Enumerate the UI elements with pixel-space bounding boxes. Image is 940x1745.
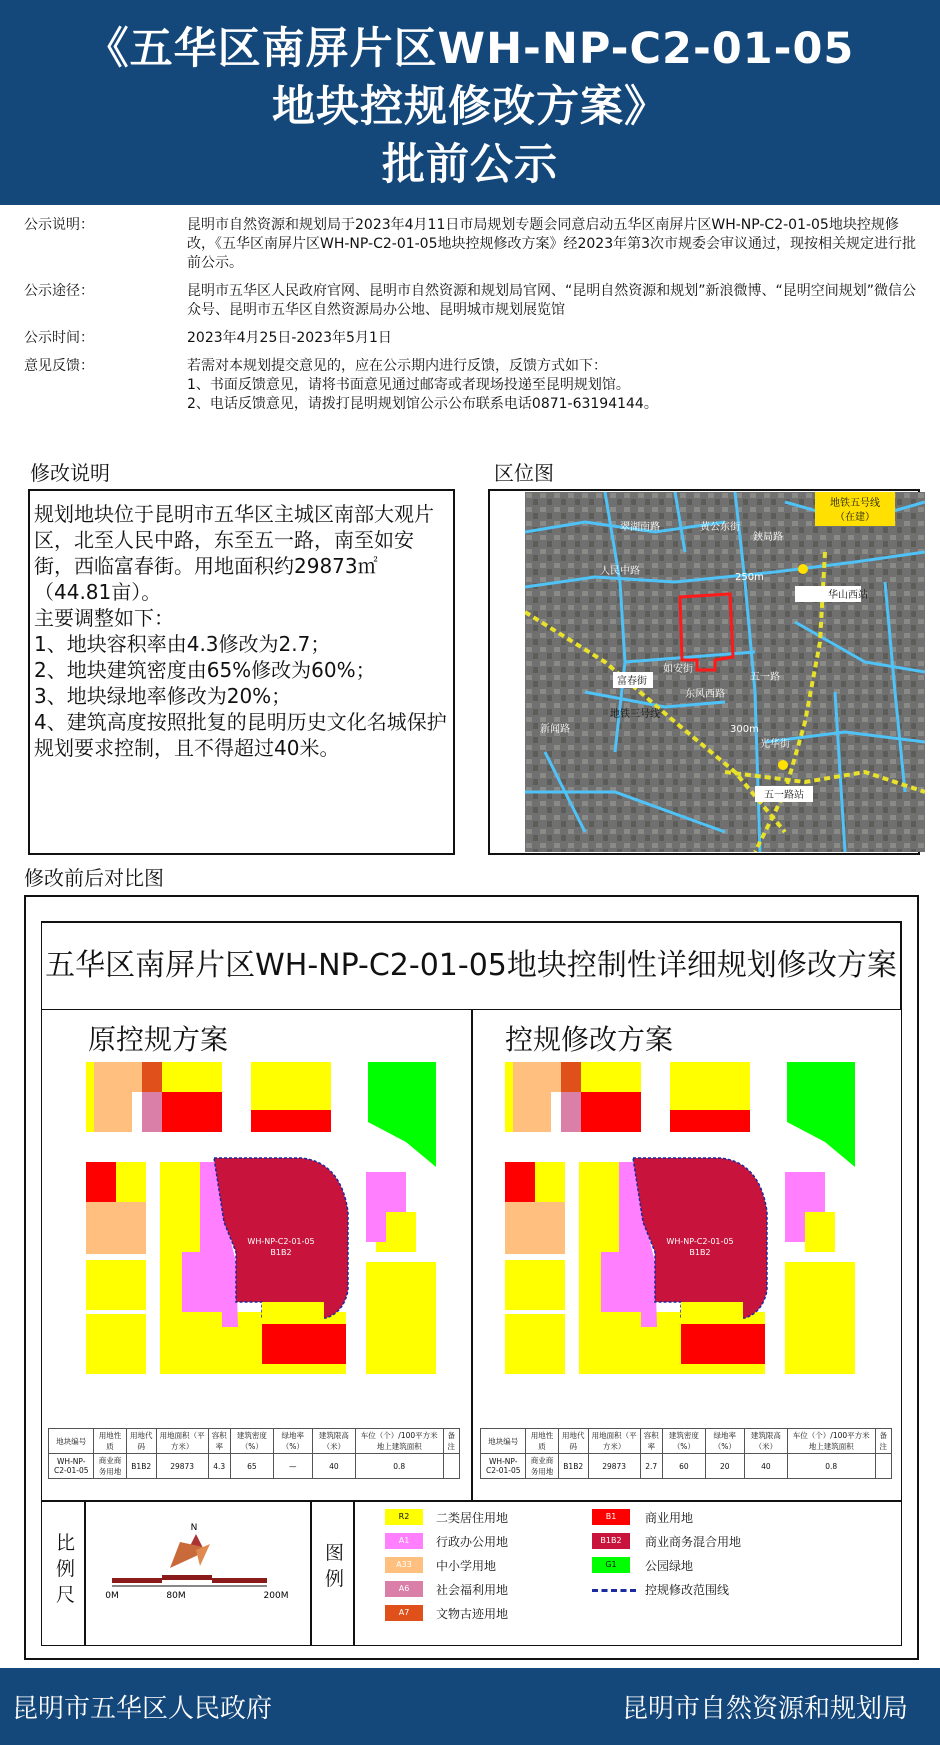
legend-swatch-b1b2: B1B2 [592,1533,630,1549]
loc-metro5: 地铁五号线 [830,498,880,509]
table-header: 用地代码 [126,1429,156,1454]
location-map-svg [525,492,925,852]
notice-info [24,216,924,423]
panel-divider [471,1010,473,1500]
scale-divider [84,1500,86,1646]
table-header: 地块编号 [49,1429,94,1454]
table-cell: 2.7 [640,1454,662,1479]
modification-subtitle: 主要调整如下： [34,606,174,630]
table-header: 用地代码 [558,1429,588,1454]
notice-label: 公示时间： [24,330,94,346]
footer-right: 昆明市自然资源和规划局 [621,1694,908,1724]
table-cell: 29873 [588,1454,640,1479]
legend-text: 公园绿地 [645,1559,694,1573]
modification-box [28,489,455,855]
header-banner [0,0,940,205]
notice-value: 昆明市自然资源和规划局于2023年4月11日市局规划专题会同意启动五华区南屏片区WH-NP-C2-01-05地块控规修改，《五华区南屏片区WH-NP-C2-01-05地块控规修改方案》经2023年第3次市规委会审议通过，现按相关规定进行批前公示。 [187,217,917,271]
table-cell: 60 [662,1454,705,1479]
table-header-row [481,1429,892,1454]
table-cell [443,1454,460,1479]
table-header: 地块编号 [481,1429,526,1454]
title-line-2: 地块控规修改方案》 [272,82,668,132]
table-cell: — [273,1454,312,1479]
notice-row [24,329,924,348]
location-map [525,492,925,852]
table-header-row [49,1429,460,1454]
legend-swatch-a7: A7 [385,1605,423,1621]
table-cell: 40 [744,1454,787,1479]
location-title: 区位图 [494,461,554,485]
right-panel-title: 控规修改方案 [505,1023,674,1056]
table-cell: 0.8 [787,1454,875,1479]
table-cell: 商业商务用地 [526,1454,558,1479]
legend-text: 社会福利用地 [436,1583,509,1597]
table-header: 容积率 [640,1429,662,1454]
notice-row [24,282,924,320]
footer-left: 昆明市五华区人民政府 [12,1694,273,1724]
legend-label-divider [353,1500,355,1646]
feedback-phone: 2、电话反馈意见，请拨打昆明规划馆公示公布联系电话0871-63194144。 [187,396,658,412]
table-header: 用地性质 [94,1429,126,1454]
table-header: 用地性质 [526,1429,558,1454]
table-header: 用地面积（平方米） [588,1429,640,1454]
modification-intro: 规划地块位于昆明市五华区主城区南部大观片区，北至人民中路，东至五一路，南至如安街，西临富春街。用地面积约29873㎡（44.81亩）。 [34,502,434,604]
modification-item: 4、建筑高度按照批复的昆明历史文化名城保护规划要求控制，且不得超过40米。 [34,710,447,760]
left-plot-code: B1B2 [270,1248,292,1257]
right-plot-label: WH-NP-C2-01-05 [666,1237,734,1246]
loc-wuyi: 五一路 [750,672,780,683]
table-cell: 商业商务用地 [94,1454,126,1479]
notice-label: 公示途径： [24,283,94,299]
table-cell [875,1454,892,1479]
table-header: 备注 [875,1429,892,1454]
legend-text: 二类居住用地 [436,1511,509,1525]
modification-item: 1、地块容积率由4.3修改为2.7； [34,632,331,656]
table-header: 建筑限高（米） [744,1429,787,1454]
scale-tick-80: 80M [166,1591,186,1600]
north-arrow-icon [170,1534,210,1568]
legend-dashline-icon [592,1589,636,1592]
notice-value [187,357,924,414]
loc-300: 300m [730,724,759,735]
loc-jinju: 鋏局路 [753,532,783,543]
loc-huanggong: 黄公东街 [700,522,740,533]
table-cell: WH-NP-C2-01-05 [481,1454,526,1479]
notice-value: 2023年4月25日-2023年5月1日 [187,330,392,346]
left-plot-label: WH-NP-C2-01-05 [247,1237,315,1246]
loc-cuihu: 翠湖南路 [620,522,660,533]
feedback-intro: 若需对本规划提交意见的，应在公示期内进行反馈，反馈方式如下： [187,358,607,374]
notice-row [24,216,924,273]
table-header: 绿地率（%） [705,1429,744,1454]
table-cell: B1B2 [126,1454,156,1479]
notice-label: 意见反馈： [24,358,94,374]
plan-title: 五华区南屏片区WH-NP-C2-01-05地块控制性详细规划修改方案 [41,922,901,1010]
loc-metro3: 地铁三号线 [610,709,660,720]
table-header: 容积率 [208,1429,230,1454]
north-label: N [190,1523,198,1533]
loc-renmin: 人民中路 [600,566,640,577]
table-cell: 0.8 [355,1454,443,1479]
scale-tick-0: 0M [105,1591,119,1600]
loc-dongfeng: 东风西路 [685,689,725,700]
legend-text: 控规修改范围线 [645,1583,730,1597]
notice-row [24,357,924,414]
scale-tick-200: 200M [263,1591,289,1600]
legend-divider [41,1500,902,1502]
table-cell: B1B2 [558,1454,588,1479]
legend-swatch-a33: A33 [385,1557,423,1573]
scale-label: 比例尺 [56,1532,76,1606]
notice-value: 昆明市五华区人民政府官网、昆明市自然资源和规划局官网、“昆明自然资源和规划”新浪微博、“昆明空间规划”微信公众号、昆明市五华区自然资源局办公地、昆明城市规划展览馆 [187,283,917,318]
left-indicator-table [48,1428,460,1479]
loc-fuchun: 富春街 [617,676,647,687]
loc-xinwen: 新闻路 [540,724,570,735]
footer-banner [0,1668,940,1745]
table-header: 车位（个）/100平方米地上建筑面积 [787,1429,875,1454]
scale-legend-divider [310,1500,312,1646]
legend-swatch-a6: A6 [385,1581,423,1597]
table-cell: 29873 [156,1454,208,1479]
legend-text: 中小学用地 [436,1559,497,1573]
scale-graphic [100,1520,300,1600]
table-cell: 40 [312,1454,355,1479]
table-header: 车位（个）/100平方米地上建筑面积 [355,1429,443,1454]
left-plan-map [86,1062,436,1414]
table-row [49,1454,460,1479]
legend-swatch-r2: R2 [385,1509,423,1525]
loc-250: 250m [735,572,764,583]
legend-text: 商业用地 [645,1511,694,1525]
legend-swatch-g1: G1 [592,1557,630,1573]
legend-label: 图例 [325,1542,345,1590]
right-indicator-table [480,1428,892,1479]
legend-swatch-b1: B1 [592,1509,630,1525]
title-line-1: 《五华区南屏片区WH-NP-C2-01-05 [85,24,855,74]
modification-item: 2、地块建筑密度由65%修改为60%； [34,658,376,682]
table-header: 绿地率（%） [273,1429,312,1454]
table-cell: 20 [705,1454,744,1479]
legend-text: 商业商务混合用地 [645,1535,742,1549]
loc-wuyizhan: 五一路站 [764,790,804,801]
table-row [481,1454,892,1479]
comparison-title: 修改前后对比图 [24,866,164,890]
table-header: 建筑密度（%） [230,1429,273,1454]
table-header: 用地面积（平方米） [156,1429,208,1454]
modification-title: 修改说明 [30,461,110,485]
left-panel-title: 原控规方案 [88,1023,229,1056]
table-cell: 65 [230,1454,273,1479]
table-header: 备注 [443,1429,460,1454]
loc-guanghua: 光华街 [760,739,790,750]
legend-text: 文物古迹用地 [436,1607,509,1621]
legend-swatch-a1: A1 [385,1533,423,1549]
feedback-written: 1、书面反馈意见，请将书面意见通过邮寄或者现场投递至昆明规划馆。 [187,377,630,393]
loc-huashan: 华山西站 [828,590,868,601]
table-cell: WH-NP-C2-01-05 [49,1454,94,1479]
loc-ruan: 如安街 [663,664,693,675]
legend-text: 行政办公用地 [436,1535,509,1549]
notice-label: 公示说明： [24,217,94,233]
table-cell: 4.3 [208,1454,230,1479]
title-line-3: 批前公示 [382,140,558,190]
modification-item: 3、地块绿地率修改为20%； [34,684,292,708]
right-plan-map [505,1062,855,1414]
table-header: 建筑密度（%） [662,1429,705,1454]
table-header: 建筑限高（米） [312,1429,355,1454]
loc-metro5b: （在建） [835,512,875,523]
right-plot-code: B1B2 [689,1248,711,1257]
